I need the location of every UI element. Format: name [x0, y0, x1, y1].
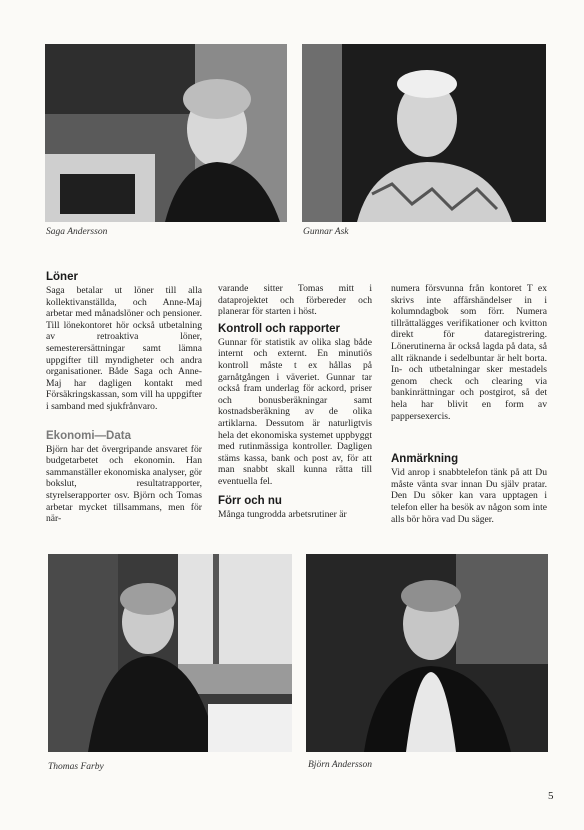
caption-bjorn-andersson: Björn Andersson [308, 760, 372, 770]
heading-loner: Löner [46, 271, 78, 283]
caption-saga-andersson: Saga Andersson [46, 227, 108, 237]
heading-anmarkning: Anmärkning [391, 453, 459, 466]
heading-ekonomi-data: Ekonomi—Data [46, 429, 131, 442]
text-column-3 [391, 283, 547, 525]
photo-saga-andersson [45, 44, 287, 222]
photo-bjorn-andersson [306, 554, 548, 752]
photo-gunnar-ask [302, 44, 546, 222]
paragraph-forr-och-nu: Många tungrodda arbetsrutiner är [218, 508, 347, 520]
paragraph-ekonomi-data: Björn har det övergripande ansvaret för budgetarbetet och ekonomin. Han sammanställer ekonomiska analyser, gör bokslut, resultatrapporter, styrelserapporter osv. Björn och Tomas arbetar mycket tillsammans, men för när- [46, 443, 202, 525]
caption-thomas-farby: Thomas Farby [48, 762, 104, 772]
paragraph-arbetsrutiner: numera försvunna från kontoret T ex skrivs inte affärshändelser in i kolumndagbok som förr. Numera tillrättalägges verifikationer och kvitton direkt för dataregistrering. Lönerutinerna är också lagda på data, så allt räknande i sedelbuntar är helt borta. In- och utbetalningar sker mestadels genom check och clearing via bankinrättningar och postgirot, så det hela har blivit en form av pappersexercis. [391, 283, 547, 422]
paragraph-dataprojekt: varande sitter Tomas mitt i dataprojektet och förbereder och planerar för starten i höst. [218, 283, 372, 318]
photo-thomas-farby [48, 554, 292, 752]
paragraph-kontroll-och-rapporter: Gunnar för statistik av olika slag både internt och externt. En minutiös kontroll måste t ex hållas på garnåtgången i väveriet. Gunnar tar också fram underlag för ackord, priser och bonusberäkningar samt kostnadsberäkning av de olika artiklarna. Dessutom är naturligtvis hela det ekonomiska systemet uppbyggt med rutinmässiga kontroller. Dagligen stäms kassa, bank och post av, för att man snabbt skall kunna rätta till eventuella fel. [218, 336, 372, 487]
text-column-1 [46, 270, 202, 525]
text-column-2 [218, 283, 372, 520]
paragraph-loner: Saga betalar ut löner till alla kollektivanställda, och Anne-Maj arbetar med månadslöner och pensioner. Till lönekontoret hör också utbetalning av retroaktiva löner, semesterersättningar samt lämna uppgifter till myndigheter och andra organisationer. Både Saga och Anne-Maj har dagligen kontakt med Försäkringskassan, som vill ha uppgifter i samband med sjukfrånvaro. [46, 285, 202, 412]
page-number: 5 [548, 790, 554, 802]
heading-kontroll-och-rapporter: Kontroll och rapporter [218, 322, 341, 335]
caption-gunnar-ask: Gunnar Ask [303, 227, 349, 237]
heading-forr-och-nu: Förr och nu [218, 494, 282, 507]
paragraph-anmarkning: Vid anrop i snabbtelefon tänk på att Du måste vänta svar innan Du själv pratar. Den Du söker kan vara upptagen i telefon eller ha besök av någon som inte alls bör höra vad Du säger. [391, 467, 547, 525]
